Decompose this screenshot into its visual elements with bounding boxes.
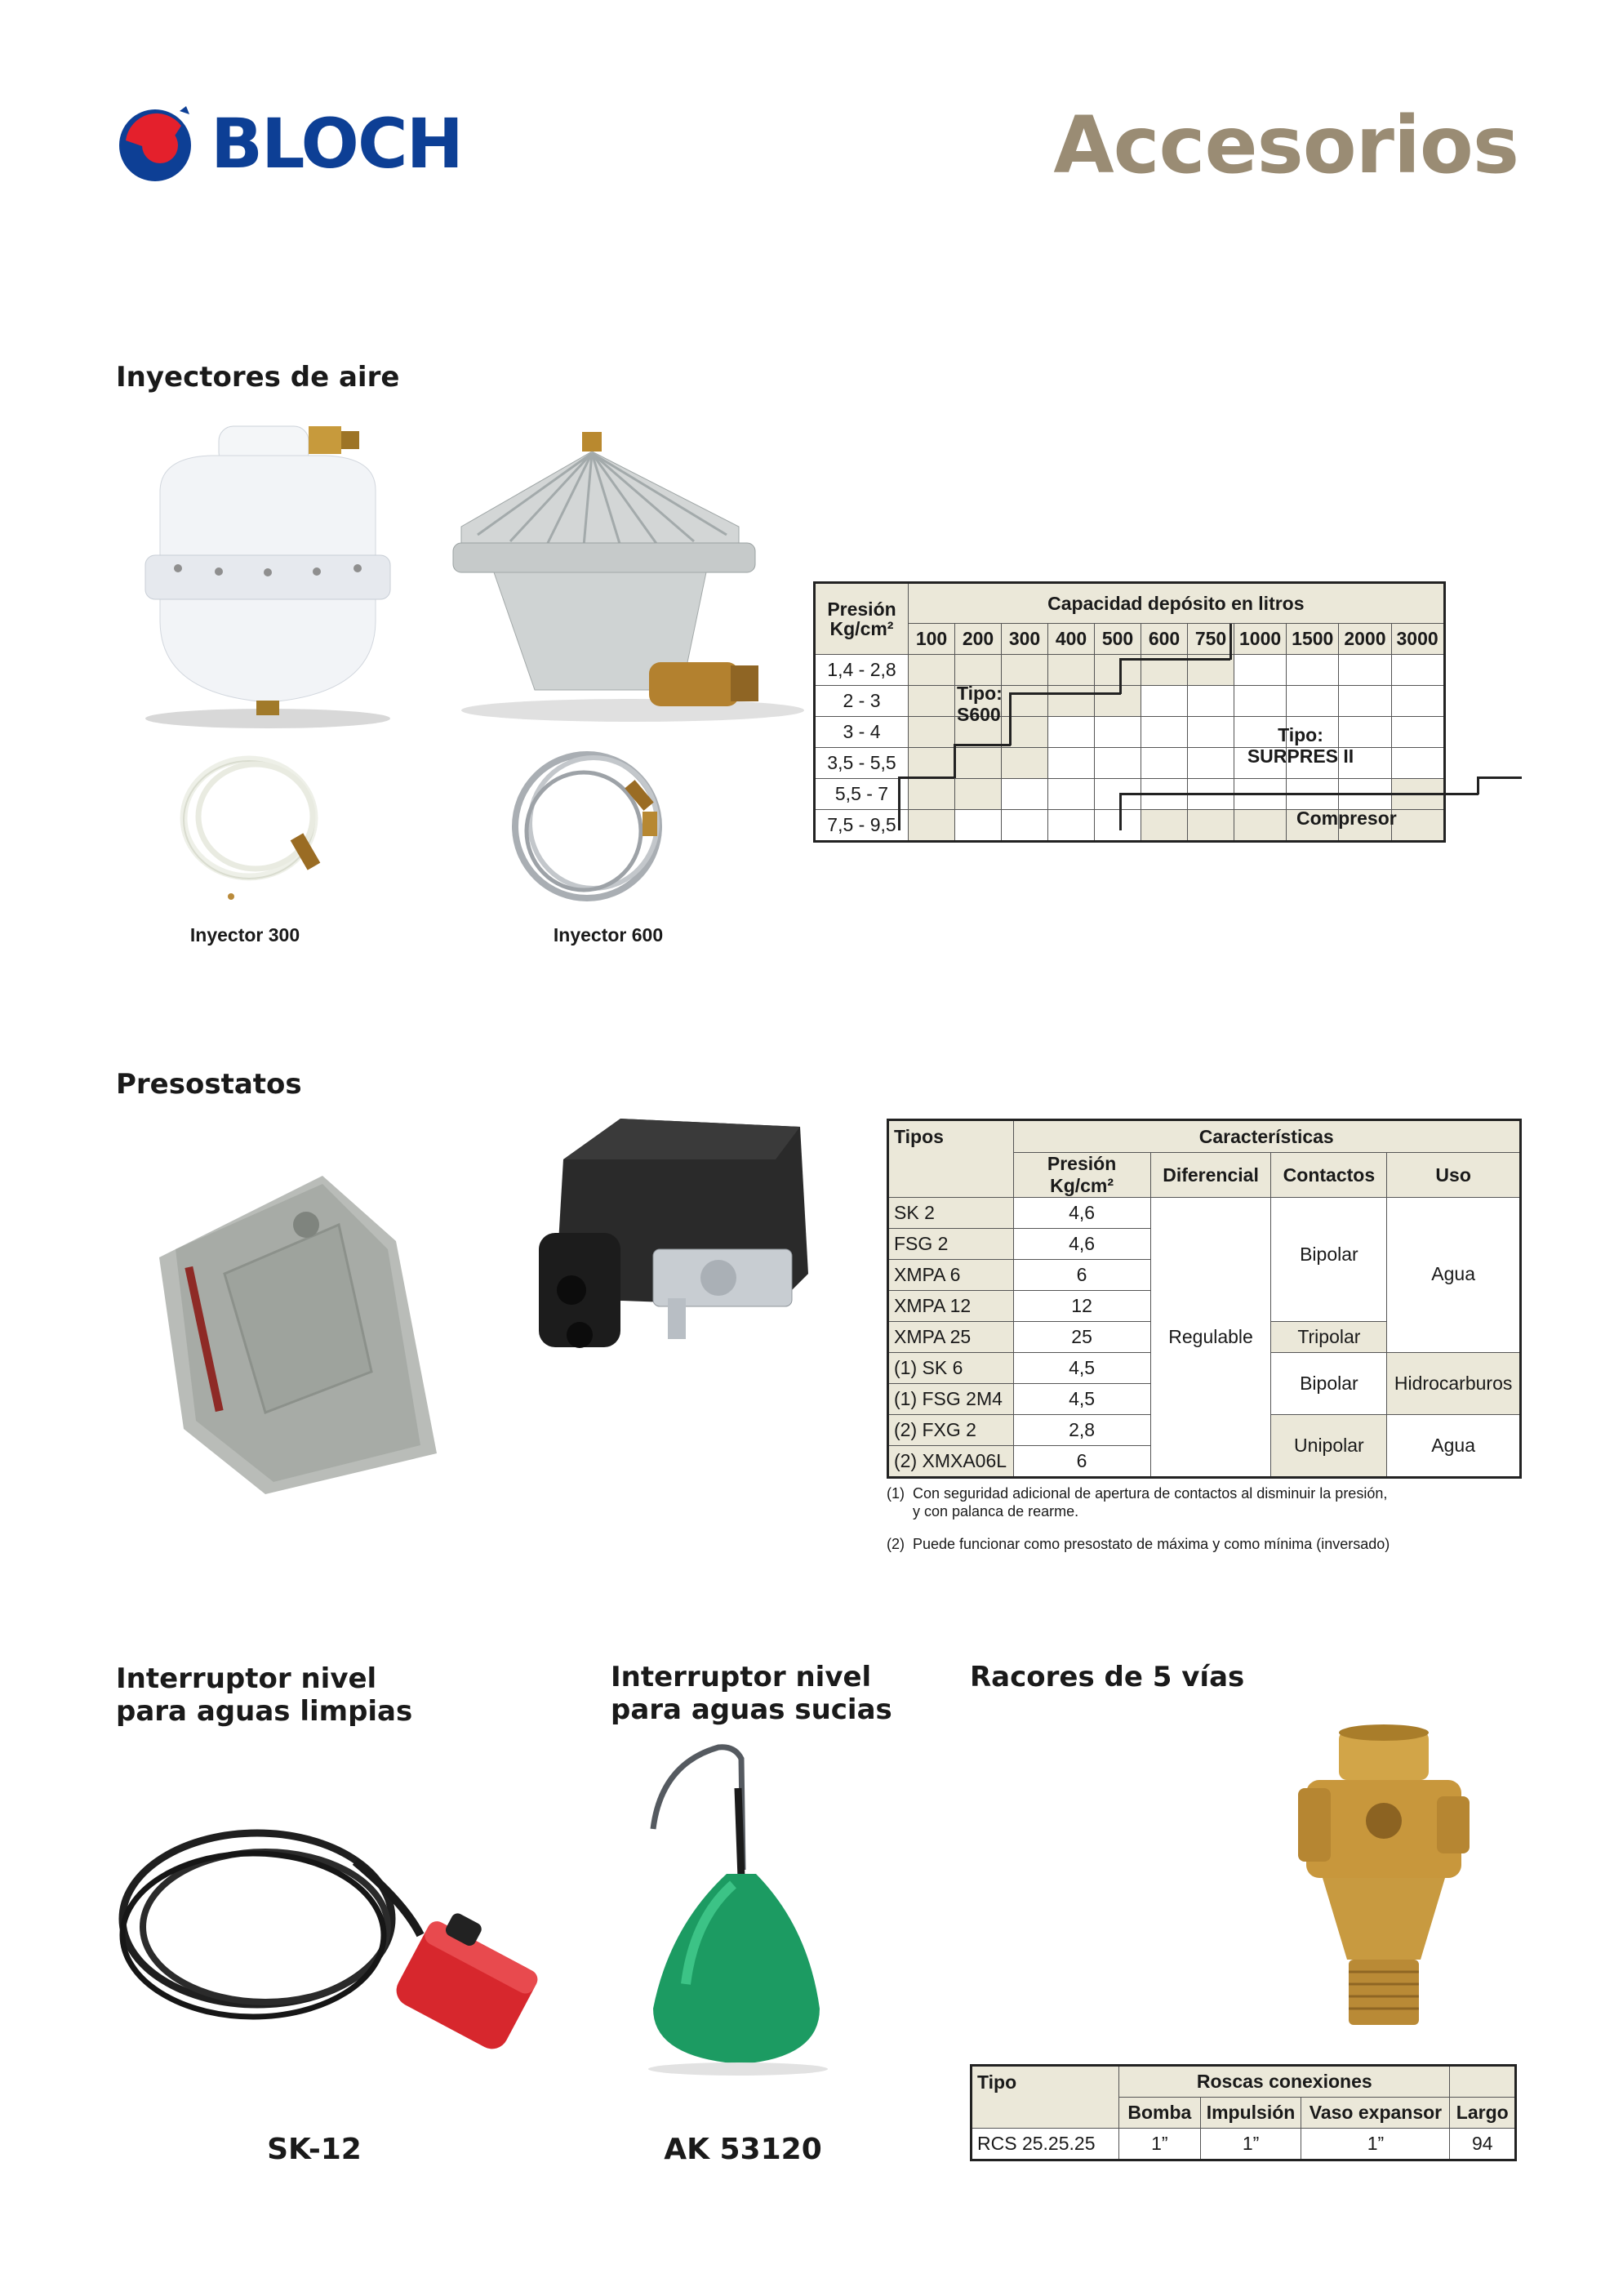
pressure-cell: 7,5 - 9,5 <box>815 810 909 842</box>
injector-600-hose-image <box>502 743 678 914</box>
float-switch-dirty-image <box>637 1739 841 2082</box>
brand-logo <box>114 105 490 183</box>
capacity-cell: 3000 <box>1391 624 1444 655</box>
model-label-sk12: SK-12 <box>267 2133 362 2166</box>
footnote-text: y con palanca de rearme. <box>913 1503 1079 1520</box>
injector-300-image <box>121 416 431 743</box>
contacts-col-header: Contactos <box>1271 1153 1387 1198</box>
region-label-s600-line2: S600 <box>957 704 1001 725</box>
contacts-cell: Unipolar <box>1271 1415 1387 1478</box>
capacity-cell: 1500 <box>1287 624 1339 655</box>
brand-emblem-icon <box>114 105 204 183</box>
pressure-col-header: Presión Kg/cm² <box>1013 1153 1150 1198</box>
level-dirty-title-line2: para aguas sucias <box>611 1693 892 1726</box>
level-clean-title-line2: para aguas limpias <box>116 1695 413 1728</box>
pressure-switch-black-image <box>531 1110 825 1372</box>
pressure-cell: 4,5 <box>1013 1384 1150 1415</box>
use-cell: Agua <box>1387 1415 1521 1478</box>
level-clean-title-line1: Interruptor nivel <box>116 1662 377 1695</box>
footnote-text: Puede funcionar como presostato de máxima y como mínima (inversado) <box>913 1536 1390 1552</box>
model-label-ak53120: AK 53120 <box>664 2133 822 2166</box>
length-cell: 94 <box>1450 2129 1516 2160</box>
region-label-s600 <box>957 683 1003 725</box>
page-title: Accesorios <box>1053 100 1519 191</box>
threads-header: Roscas conexiones <box>1119 2066 1450 2098</box>
type-cell: XMPA 25 <box>888 1322 1014 1353</box>
contacts-cell: Bipolar <box>1271 1198 1387 1322</box>
section-title-fittings: Racores de 5 vías <box>970 1661 1245 1693</box>
type-cell: (1) SK 6 <box>888 1353 1014 1384</box>
contacts-cell: Tripolar <box>1271 1322 1387 1353</box>
pressure-header-line2: Kg/cm² <box>829 618 894 639</box>
pressure-cell: 2,8 <box>1013 1415 1150 1446</box>
region-boundary <box>1119 658 1122 694</box>
pressure-cell: 6 <box>1013 1260 1150 1291</box>
capacity-cell: 600 <box>1141 624 1188 655</box>
type-cell: XMPA 12 <box>888 1291 1014 1322</box>
region-boundary <box>1229 624 1232 660</box>
footnote-text: Con seguridad adicional de apertura de contactos al disminuir la presión, <box>913 1485 1388 1502</box>
region-label-compresor: Compresor <box>1296 808 1397 829</box>
brand-name: BLOCH <box>211 104 462 184</box>
region-label-surpres <box>1239 724 1362 767</box>
injector-300-caption: Inyector 300 <box>189 924 300 946</box>
section-title-pressure-switches: Presostatos <box>116 1068 302 1101</box>
region-boundary <box>1477 776 1479 794</box>
capacity-cell: 500 <box>1095 624 1141 655</box>
section-title-level-dirty <box>611 1661 892 1726</box>
pressure-header-line1: Presión <box>827 598 896 620</box>
region-boundary <box>898 776 900 830</box>
capacity-cell: 400 <box>1048 624 1095 655</box>
injector-selection-table <box>813 581 1522 833</box>
differential-col-header: Diferencial <box>1150 1153 1271 1198</box>
use-col-header: Uso <box>1387 1153 1521 1198</box>
capacity-cell: 1000 <box>1234 624 1287 655</box>
characteristics-header: Características <box>1013 1120 1520 1153</box>
pressure-cell: 12 <box>1013 1291 1150 1322</box>
region-boundary <box>954 744 956 778</box>
pressure-cell: 4,5 <box>1013 1353 1150 1384</box>
types-header: Tipos <box>888 1120 1014 1198</box>
region-boundary <box>954 744 1011 746</box>
region-boundary <box>898 776 954 779</box>
vessel-col-header: Vaso expansor <box>1301 2098 1450 2129</box>
pressure-cell: 25 <box>1013 1322 1150 1353</box>
type-cell: SK 2 <box>888 1198 1014 1229</box>
footnote-1 <box>887 1484 1523 1520</box>
pressure-cell: 3,5 - 5,5 <box>815 748 909 779</box>
section-title-injectors: Inyectores de aire <box>116 361 400 394</box>
pressure-cell: 6 <box>1013 1446 1150 1478</box>
region-boundary <box>1477 776 1522 779</box>
capacity-header: Capacidad depósito en litros <box>909 583 1445 624</box>
fittings-table <box>970 2064 1517 2161</box>
footnote-mark: (2) <box>887 1536 905 1552</box>
capacity-cell: 300 <box>1002 624 1048 655</box>
differential-cell: Regulable <box>1150 1198 1271 1478</box>
injector-300-hose-image <box>167 745 339 908</box>
capacity-cell: 100 <box>909 624 955 655</box>
region-label-s600-line1: Tipo: <box>957 683 1003 704</box>
pressure-cell: 2 - 3 <box>815 686 909 717</box>
type-cell: (2) XMXA06L <box>888 1446 1014 1478</box>
fitting-type-header: Tipo <box>972 2066 1119 2129</box>
pressure-cell: 4,6 <box>1013 1198 1150 1229</box>
capacity-cell: 2000 <box>1339 624 1391 655</box>
region-boundary <box>1009 692 1012 745</box>
float-switch-clean-image <box>110 1813 551 2082</box>
region-boundary <box>1119 793 1122 830</box>
pressure-switch-table <box>887 1119 1522 1479</box>
region-label-surpres-line1: Tipo: <box>1278 724 1323 745</box>
region-boundary <box>1119 658 1230 661</box>
injector-600-caption: Inyector 600 <box>553 924 664 946</box>
type-cell: FSG 2 <box>888 1229 1014 1260</box>
capacity-cell: 200 <box>955 624 1002 655</box>
pump-col-header: Bomba <box>1119 2098 1201 2129</box>
use-cell: Agua <box>1387 1198 1521 1353</box>
region-boundary <box>1119 793 1478 795</box>
type-cell: (1) FSG 2M4 <box>888 1384 1014 1415</box>
pressure-cell: 4,6 <box>1013 1229 1150 1260</box>
fitting-type-cell: RCS 25.25.25 <box>972 2129 1119 2160</box>
capacity-cell: 750 <box>1188 624 1234 655</box>
footnote-mark: (1) <box>887 1485 905 1502</box>
pressure-header <box>815 583 909 655</box>
injector-600-image <box>445 420 812 731</box>
pump-cell: 1” <box>1119 2129 1201 2160</box>
outlet-col-header: Impulsión <box>1200 2098 1301 2129</box>
footnote-2 <box>887 1535 1523 1553</box>
contacts-cell: Bipolar <box>1271 1353 1387 1415</box>
region-boundary <box>1009 692 1121 695</box>
use-cell: Hidrocarburos <box>1387 1353 1521 1415</box>
vessel-cell: 1” <box>1301 2129 1450 2160</box>
length-col-header: Largo <box>1450 2098 1516 2129</box>
pressure-cell: 5,5 - 7 <box>815 779 909 810</box>
type-cell: XMPA 6 <box>888 1260 1014 1291</box>
pressure-cell: 1,4 - 2,8 <box>815 655 909 686</box>
section-title-level-clean <box>116 1662 412 1728</box>
five-way-fitting-image <box>1290 1715 1478 2041</box>
region-label-surpres-line2: SURPRES II <box>1247 745 1354 767</box>
pressure-switch-gray-image <box>151 1159 445 1502</box>
level-dirty-title-line1: Interruptor nivel <box>611 1661 872 1693</box>
pressure-cell: 3 - 4 <box>815 717 909 748</box>
type-cell: (2) FXG 2 <box>888 1415 1014 1446</box>
outlet-cell: 1” <box>1200 2129 1301 2160</box>
